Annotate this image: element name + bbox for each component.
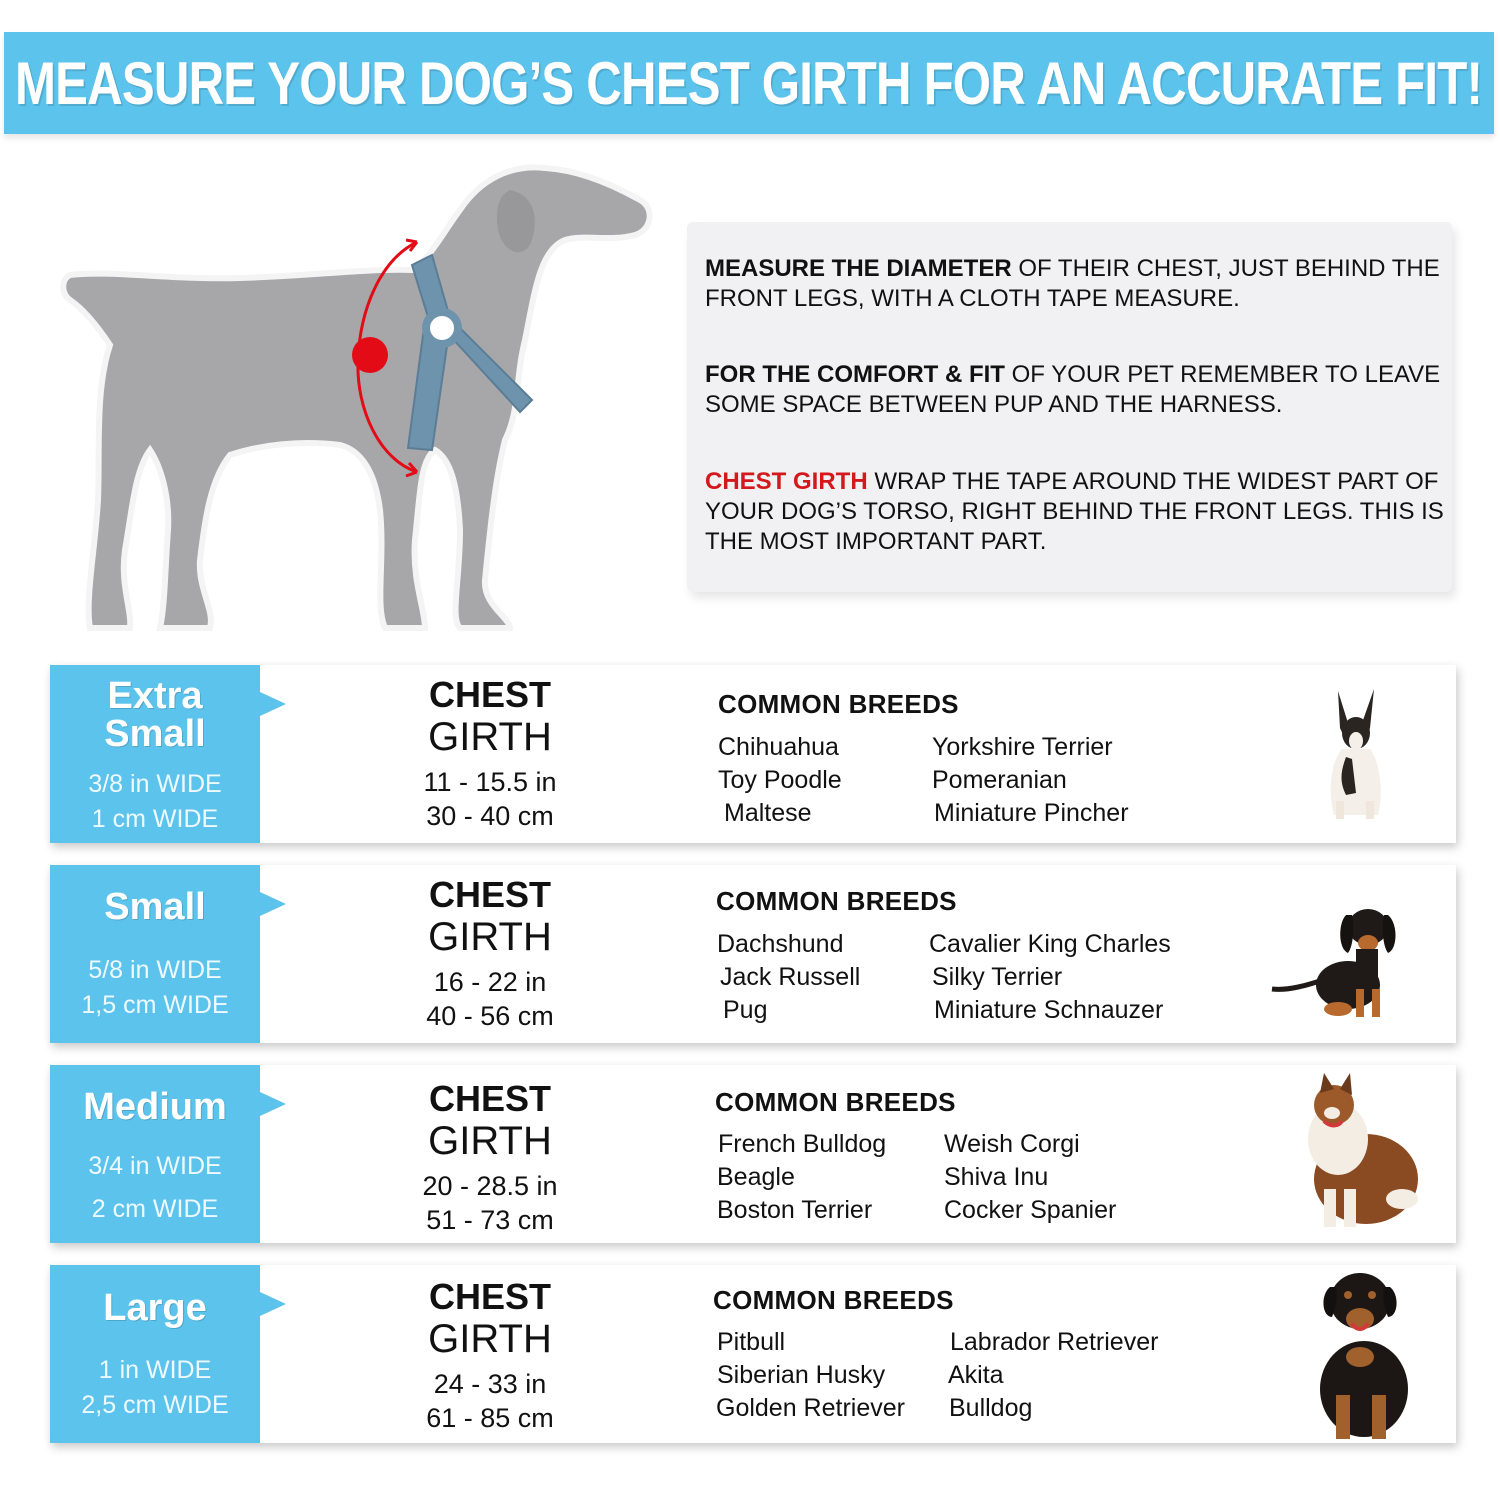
chest-girth-block: [390, 875, 590, 1033]
girth-cm: 30 - 40 cm: [426, 801, 554, 831]
chest-girth-block: [390, 1277, 590, 1435]
breed-item: Pitbull: [717, 1328, 786, 1356]
sheltie-photo: [1294, 1069, 1424, 1234]
breeds-title: COMMON BREEDS: [716, 886, 957, 916]
header-banner: [4, 32, 1494, 134]
girth-cm: 61 - 85 cm: [426, 1403, 554, 1433]
breed-item: Pug: [723, 996, 768, 1024]
chihuahua-photo: [1300, 683, 1410, 828]
breeds-title: COMMON BREEDS: [713, 1285, 954, 1315]
strap-width-in: 3/8 in WIDE: [88, 770, 222, 798]
girth-label-2: GIRTH: [428, 1317, 552, 1361]
size-row-medium: [50, 1065, 1456, 1243]
breed-item: Boston Terrier: [717, 1196, 873, 1224]
size-tab: [50, 865, 260, 1043]
breed-item: Beagle: [717, 1163, 795, 1191]
breed-item: Cavalier King Charles: [929, 930, 1171, 958]
instructions-panel: [687, 222, 1452, 592]
girth-label-1: CHEST: [428, 1078, 551, 1119]
girth-label-2: GIRTH: [428, 1119, 552, 1163]
size-arrow-icon: [260, 892, 286, 916]
girth-label-2: GIRTH: [428, 715, 552, 759]
page-title: MEASURE YOUR DOG’S CHEST GIRTH FOR AN ACCURATE FIT!: [15, 49, 1483, 117]
girth-inches: 11 - 15.5 in: [423, 767, 557, 797]
size-name-line1: Medium: [83, 1086, 227, 1128]
size-name-line1: Extra: [107, 675, 203, 717]
instruction-measure-heading: MEASURE THE DIAMETER: [705, 255, 1012, 282]
breed-item: Akita: [948, 1361, 1004, 1389]
size-name-line2: Small: [104, 713, 206, 755]
strap-width-cm: 1,5 cm WIDE: [81, 991, 229, 1019]
girth-label-1: CHEST: [428, 1276, 551, 1317]
breed-item: Yorkshire Terrier: [932, 733, 1113, 761]
breed-item: Labrador Retriever: [950, 1328, 1159, 1356]
size-row-small: [50, 865, 1456, 1043]
breed-item: Toy Poodle: [718, 766, 842, 794]
girth-label-2: GIRTH: [428, 915, 552, 959]
girth-cm: 40 - 56 cm: [426, 1001, 554, 1031]
breed-item: Pomeranian: [932, 766, 1067, 794]
breed-item: Dachshund: [717, 930, 844, 958]
size-tab: [50, 1065, 260, 1243]
size-arrow-icon: [260, 1292, 286, 1316]
breed-item: Siberian Husky: [717, 1361, 886, 1389]
breed-item: Weish Corgi: [944, 1130, 1080, 1158]
size-tab: [50, 665, 260, 843]
breeds-title: COMMON BREEDS: [718, 689, 959, 719]
strap-width-cm: 2 cm WIDE: [91, 1195, 219, 1223]
breed-item: Shiva Inu: [944, 1163, 1049, 1191]
size-tab: [50, 1265, 260, 1443]
breed-item: Miniature Pincher: [934, 799, 1129, 827]
breed-item: French Bulldog: [718, 1130, 887, 1158]
size-row-large: [50, 1265, 1456, 1443]
instruction-comfort: [705, 360, 1445, 420]
size-arrow-icon: [260, 1092, 286, 1116]
strap-width-cm: 1 cm WIDE: [91, 805, 219, 833]
breed-item: Maltese: [724, 799, 812, 827]
chest-girth-block: [390, 675, 590, 833]
instruction-girth-text: WRAP THE TAPE AROUND THE WIDEST PART OF YOUR DOG’S TORSO, RIGHT BEHIND THE FRONT LEGS. THIS IS THE MOST IMPORTANT PART.: [705, 468, 1444, 555]
size-name-line1: Small: [104, 886, 206, 928]
chest-marker-icon: [352, 337, 388, 373]
dog-measurement-illustration: [40, 150, 680, 650]
strap-width-in: 3/4 in WIDE: [88, 1152, 222, 1180]
instruction-comfort-heading: FOR THE COMFORT & FIT: [705, 361, 1005, 388]
breed-item: Miniature Schnauzer: [934, 996, 1164, 1024]
girth-inches: 20 - 28.5 in: [422, 1171, 558, 1201]
dog-silhouette-icon: [63, 167, 649, 628]
breed-item: Cocker Spanier: [944, 1196, 1117, 1224]
instruction-girth-heading: CHEST GIRTH: [705, 468, 868, 495]
size-arrow-icon: [260, 692, 286, 716]
dachshund-photo: [1268, 893, 1408, 1025]
size-row-extra-small: [50, 665, 1456, 843]
breed-item: Golden Retriever: [716, 1394, 905, 1422]
girth-inches: 16 - 22 in: [433, 967, 547, 997]
breed-item: Silky Terrier: [932, 963, 1063, 991]
strap-width-in: 5/8 in WIDE: [88, 956, 222, 984]
breed-item: Chihuahua: [718, 733, 839, 761]
breeds-title: COMMON BREEDS: [715, 1087, 956, 1117]
chest-girth-block: [390, 1079, 590, 1237]
instruction-measure-text: OF THEIR CHEST, JUST BEHIND THE FRONT LEGS, WITH A CLOTH TAPE MEASURE.: [705, 255, 1440, 312]
size-name-line1: Large: [103, 1287, 207, 1329]
breed-item: Bulldog: [949, 1394, 1033, 1422]
instruction-comfort-text: OF YOUR PET REMEMBER TO LEAVE SOME SPACE BETWEEN PUP AND THE HARNESS.: [705, 361, 1441, 418]
girth-inches: 24 - 33 in: [433, 1369, 547, 1399]
strap-width-cm: 2,5 cm WIDE: [81, 1391, 229, 1419]
strap-width-in: 1 in WIDE: [98, 1356, 212, 1384]
rottweiler-photo: [1298, 1265, 1428, 1443]
breed-item: Jack Russell: [720, 963, 861, 991]
girth-label-1: CHEST: [428, 674, 551, 715]
instruction-measure: [705, 254, 1445, 314]
girth-label-1: CHEST: [428, 874, 551, 915]
instruction-girth: [705, 467, 1445, 557]
girth-cm: 51 - 73 cm: [426, 1205, 554, 1235]
